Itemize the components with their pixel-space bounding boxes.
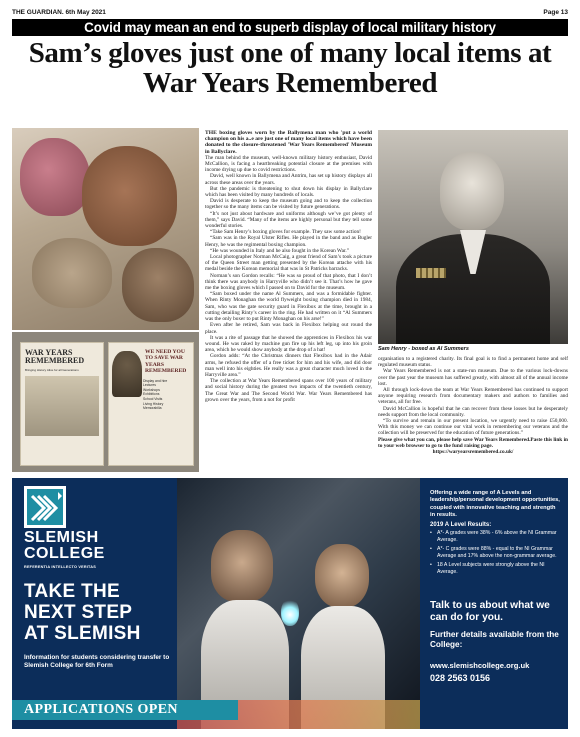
list-item: Lectures	[143, 383, 157, 388]
student-figure	[211, 530, 273, 602]
college-name: SLEMISH COLLEGE	[24, 529, 105, 562]
poster-we-need-you	[108, 342, 194, 466]
college-phone[interactable]: 028 2563 0156	[430, 673, 491, 683]
article-paragraph: “It’s not just about hardware and uniforms although we’ve got plenty of them,” says David. “Many of the items are highly personal but they tell some wonderful stories.	[205, 210, 372, 230]
list-item: Memorabilia	[143, 406, 162, 411]
article-paragraph: War Years Remembered is not a state-run museum. Due to the various lock-downs over the past year the museum has suffered greatly, with almost all of the annual income lost.	[378, 368, 568, 387]
student-figure	[315, 544, 369, 608]
article-paragraph: “Take Sam Henry’s boxing gloves for example. They saw some action!	[210, 229, 361, 236]
list-item: • A*- C grades were 88% - equal to the NI Grammar Average and 17% above the non-grammar average.	[430, 546, 560, 560]
college-motto: REFERENTIA INTELLECTO VERITAS	[24, 565, 96, 569]
boxing-gloves-photo	[12, 128, 199, 330]
flame	[281, 598, 299, 626]
headline: Sam’s gloves just one of many local items at War Years Remembered	[28, 37, 552, 99]
fundraising-link[interactable]: https://waryearsremembered.co.uk/	[432, 449, 514, 456]
poster-subtitle: Bringing History Alive for all Generations	[25, 368, 79, 372]
poster-list	[143, 379, 193, 411]
results-title: 2019 A Level Results:	[430, 522, 492, 528]
poster-illustration	[25, 376, 99, 436]
article-paragraph: Gordon adds: “At the Christmas dinners that Flexibox had in the Adair arms, he refused the offer of a free ticket for him and his wife, and did door man well into his eighties. He really was a great character much loved in the Harryville area.”	[205, 353, 372, 378]
list-item: Living History	[143, 401, 164, 406]
article-lead: THE boxing gloves worn by the Ballymena man who 'put a world champion on his a..e are just one of many local items which have been donated to the closure-threatened 'War Years Remembered' Museum in Ballyclare.	[205, 130, 372, 155]
advert-left-panel	[12, 478, 177, 729]
glove-shape	[122, 248, 194, 322]
glove-shape	[82, 146, 177, 246]
article-paragraph: Even after he retired, Sam was back in Flexibox helping out round the place.	[205, 322, 372, 335]
posters-photo	[12, 332, 199, 472]
further-details: Further details available from the College:	[430, 630, 559, 649]
article-paragraph: It was a rite of passage that he showed the apprentices in Flexibox his war wound. He was raked by machine gun fire up his left leg, up into his groin area, which he would show anybody at the drop of a hat!	[205, 334, 372, 354]
article-paragraph: Norman’s son Gordon recalls: “He was so proud of that photo, that I don’t think there was anybody in Harryville who didn’t see it. That’s how he gave me the boxing gloves which I passed on to David for the museum.	[205, 272, 372, 292]
article-paragraph: “To survive and remain in our present location, we urgently need to raise £50,000. With this money we can continue our vital work in remembering our veterans and the collection will be preserved for the education of future generations.”	[378, 418, 568, 437]
list-item: Exhibitions	[143, 392, 160, 397]
poster-title: WE NEED YOU TO SAVE WAR YEARS REMEMBERED	[145, 349, 187, 375]
article-paragraph: organisation to a registered charity. Its final goal is to find a permanent home and self regulated museum status.	[378, 356, 568, 369]
article-column-1	[205, 130, 372, 472]
article-paragraph: “He was wounded in Italy and he also fought in the Korean War.”	[210, 247, 350, 254]
article-paragraph: But the pandemic is threatening to shut down his display in Ballyclare which has been visited by many hundreds of locals.	[205, 185, 372, 199]
article-paragraph: David McCallion is hopeful that he can recover from these losses but he desperately needs support from the local community.	[378, 405, 568, 418]
medals	[416, 268, 446, 278]
college-website-link[interactable]: www.slemishcollege.org.uk	[430, 661, 530, 670]
headline-line: AT SLEMISH	[24, 623, 141, 644]
masthead	[12, 6, 568, 18]
article-paragraph: Local photographer Norman McCaig, a great friend of Sam’s took a picture of the Queen Street man getting presented by the Korean attache with his medal beside the Korean memorial that was in St Patricks barracks.	[205, 254, 372, 273]
advert-right-panel	[420, 478, 568, 729]
list-item: • 18 A Level subjects were strongly above the NI Average.	[430, 562, 560, 576]
story-banner: Covid may mean an end to superb display of local military history	[12, 19, 568, 36]
paper-date: THE GUARDIAN. 6th May 2021	[12, 8, 106, 16]
article-paragraph: Please give what you can, please help save War Years Remembered.Paste this link in to your web browser to go to the fund raising page.	[378, 436, 568, 449]
students-lab-photo	[177, 478, 420, 729]
list-item: Workshops	[143, 387, 160, 392]
portrait-head	[440, 152, 504, 230]
results-list	[430, 530, 560, 578]
article-paragraph: David is desperate to keep the museum going and to keep the collection together so the many items can be visited by future generations.	[205, 198, 372, 211]
talk-to-us: Talk to us about what we can do for you.	[430, 600, 550, 623]
article-paragraph: David, well known in Ballymena and Antrim, has set up history displays all across these areas over the years.	[205, 173, 372, 186]
advert-subtext: Information for students considering transfer to Slemish College for 6th Form	[24, 654, 170, 670]
article-paragraph: “Sam boxed under the name Al Summers, and was a formidable fighter. When Rinty Monaghan the world flyweight boxing champion died in 1984, Sam, who was the gate security guard in Flexibox at the time, brought in a cutting detailing Rinty’s career in the ring. He had written on it “Al Summers was the only boxer to put Rinty Monaghan on his arse!”	[205, 291, 372, 323]
article-paragraph: All through lock-down the team at War Years Remembered has continued to support anyone requiring research from documentary makers and authors to families and veterans, all for free.	[378, 387, 568, 406]
article-paragraph: The man behind the museum, well-known military history enthusiast, David McCallion, is facing a heartbreaking potential closure at the premises with income drying up due to covid restrictions.	[205, 154, 372, 174]
college-crest-icon	[24, 486, 66, 528]
list-item: Display and hire	[143, 378, 168, 383]
poster-war-years	[20, 342, 104, 466]
article-paragraph: The collection at War Years Remembered spans over 100 years of military and social history during the greatest two impacts of the twentieth century, The Great War and The Second World War. War Years Remembered has grown over the years, from a not for profit	[205, 378, 372, 403]
offer-text: Offering a wide range of A Levels and leadership/personal development opportunities, coupled with innovative teaching and strength in results.	[430, 490, 560, 518]
list-item: • A*- A grades were 38% - 6% above the NI Grammar Average.	[430, 530, 560, 544]
slemish-college-advert	[12, 478, 568, 729]
list-item: School Visits	[143, 397, 163, 401]
applications-open-banner[interactable]: APPLICATIONS OPEN	[12, 700, 238, 720]
article-paragraph: “Sam was in the Royal Ulster Rifles. He played in the band and as Bugler Henry, he was the regimental boxing champion.	[205, 235, 372, 248]
photo-caption: Sam Henry - boxed as Al Summers	[378, 346, 469, 352]
page-number: Page 13	[543, 8, 568, 16]
poster-title: WAR YEARS REMEMBERED	[25, 348, 85, 365]
headline-line: NEXT STEP	[24, 602, 133, 623]
sam-henry-photo	[378, 130, 568, 344]
glove-shape	[20, 138, 90, 216]
take-next-step-block	[12, 581, 177, 649]
glove-shape	[32, 238, 112, 308]
headline-line: TAKE THE	[24, 581, 120, 602]
soldier-illustration	[112, 351, 142, 397]
article-column-2	[378, 356, 568, 472]
